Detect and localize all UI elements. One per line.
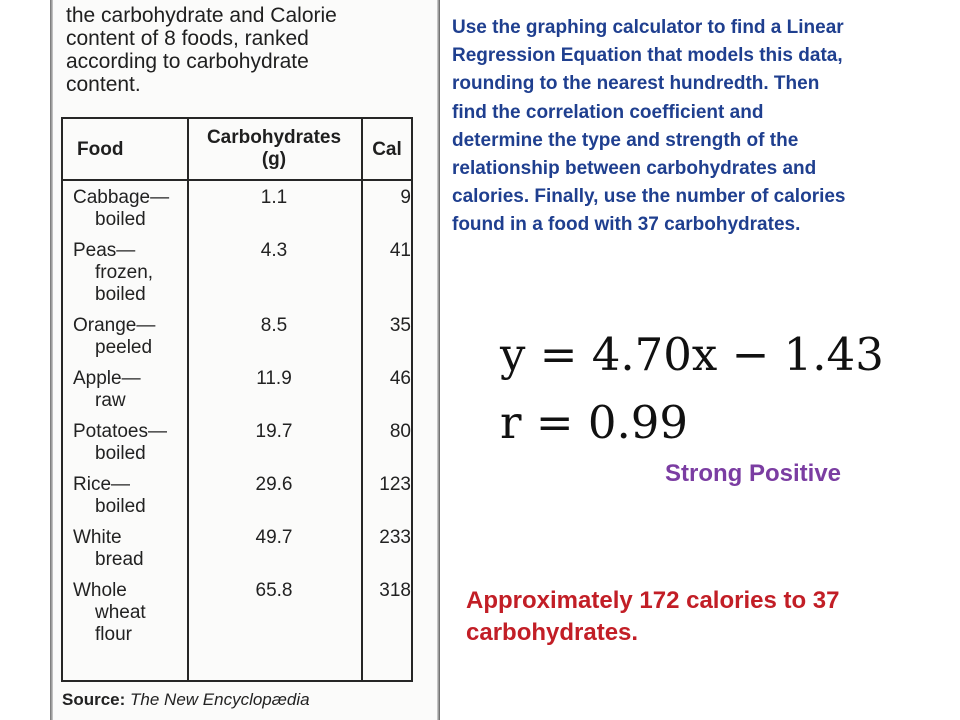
table-cell-food [73, 580, 146, 646]
source-label: Source: [62, 690, 126, 709]
food-name-line: Peas— [73, 240, 136, 261]
table-cell-food [73, 527, 144, 571]
food-name-line: Apple— [73, 368, 141, 389]
instructions-line: find the correlation coefficient and [452, 101, 764, 123]
header-calories: Cal [372, 139, 402, 160]
table-cell-food [73, 421, 167, 465]
table-cell-calories: 80 [389, 421, 411, 442]
food-name-line: Orange— [73, 315, 156, 336]
instructions-line: rounding to the nearest hundredth. Then [452, 73, 820, 95]
table-cell-carbohydrates: 1.1 [260, 187, 288, 208]
instructions-line: calories. Finally, use the number of calories [452, 186, 846, 208]
table-cell-calories: 318 [379, 580, 411, 601]
food-name-line: wheat [95, 602, 146, 623]
header-carbohydrates [187, 127, 361, 171]
table-cell-calories: 35 [389, 315, 411, 336]
table-cell-calories: 46 [389, 368, 411, 389]
answer [466, 585, 936, 649]
table-cell-carbohydrates: 4.3 [260, 240, 288, 261]
food-name-line: flour [95, 624, 132, 645]
food-name-line: boiled [95, 443, 146, 464]
table-cell-calories: 123 [379, 474, 411, 495]
source-text: The New Encyclopædia [130, 690, 310, 709]
table-cell-carbohydrates: 29.6 [255, 474, 293, 495]
table-cell-calories: 233 [379, 527, 411, 548]
food-carb-calorie-table [61, 117, 413, 682]
food-name-line: bread [95, 549, 144, 570]
instructions-line: Regression Equation that models this data, [452, 45, 843, 67]
table-cell-carbohydrates: 8.5 [260, 315, 288, 336]
table-cell-food [73, 240, 153, 306]
table-cell-calories: 41 [389, 240, 411, 261]
instructions-line: relationship between carbohydrates and [452, 158, 817, 180]
scan-left-edge [50, 0, 53, 720]
food-name-line: boiled [95, 496, 146, 517]
food-name-line: frozen, [95, 262, 154, 283]
food-name-line: peeled [95, 337, 153, 358]
food-name-line: Whole [73, 580, 127, 601]
instructions-line: found in a food with 37 carbohydrates. [452, 214, 801, 236]
header-carbohydrates-label: Carbohydrates [206, 127, 342, 148]
food-name-line: Rice— [73, 474, 131, 495]
relationship-strength: Strong Positive [665, 460, 842, 487]
instructions [452, 14, 952, 240]
textbook-scan [50, 0, 440, 720]
scan-title [66, 4, 386, 96]
table-cell-carbohydrates: 11.9 [256, 368, 292, 389]
scan-title-line: the carbohydrate and Calorie [66, 4, 337, 27]
header-food: Food [77, 139, 124, 160]
table-cell-food [73, 368, 141, 412]
instructions-line: determine the type and strength of the [452, 129, 799, 151]
table-cell-food [73, 474, 146, 518]
food-name-line: Cabbage— [73, 187, 170, 208]
scan-right-edge [437, 0, 440, 720]
food-name-line: White [73, 527, 122, 548]
header-divider [63, 179, 411, 181]
table-cell-carbohydrates: 19.7 [255, 421, 293, 442]
table-cell-food [73, 187, 169, 231]
header-carbohydrates-unit: (g) [261, 149, 287, 170]
answer-line: Approximately 172 calories to 37 [466, 587, 840, 614]
regression-equation: y = 4.70x − 1.43 [500, 328, 884, 381]
food-name-line: Potatoes— [73, 421, 167, 442]
food-name-line: boiled [95, 209, 146, 230]
answer-line: carbohydrates. [466, 619, 639, 646]
scan-source [62, 690, 310, 710]
table-cell-food [73, 315, 155, 359]
scan-title-line: content of 8 foods, ranked [66, 27, 309, 50]
table-cell-calories: 9 [400, 187, 411, 208]
scan-title-line: content. [66, 73, 141, 96]
table-cell-carbohydrates: 49.7 [255, 527, 293, 548]
food-name-line: boiled [95, 284, 146, 305]
scan-title-line: according to carbohydrate [66, 50, 309, 73]
table-cell-carbohydrates: 65.8 [255, 580, 293, 601]
food-name-line: raw [95, 390, 126, 411]
correlation-coefficient: r = 0.99 [500, 396, 689, 449]
instructions-line: Use the graphing calculator to find a Linear [452, 17, 844, 38]
